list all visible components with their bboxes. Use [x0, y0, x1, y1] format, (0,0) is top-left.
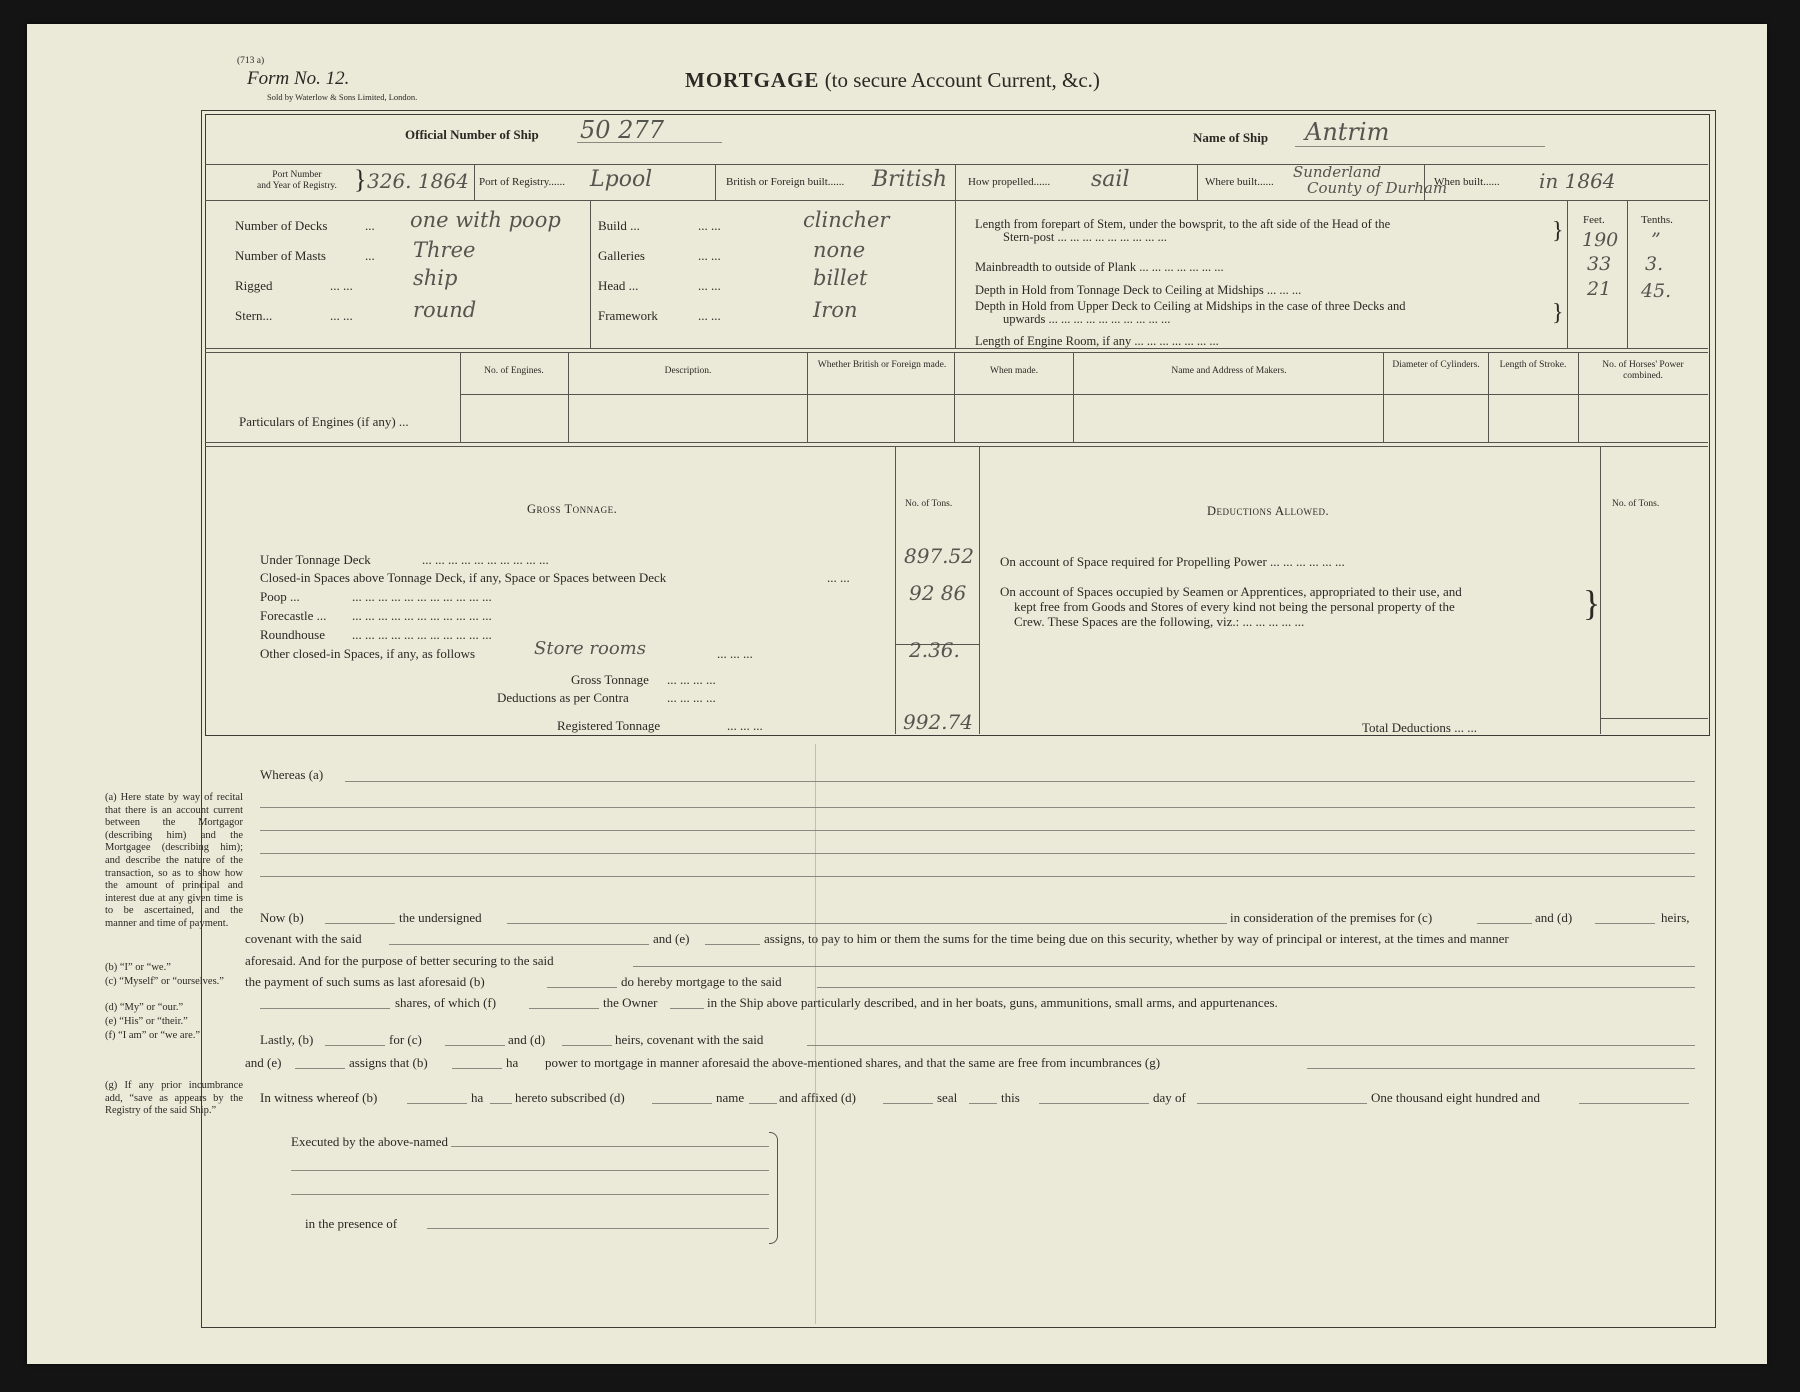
- port-of-registry-value: Lpool: [590, 167, 653, 192]
- title-bold: MORTGAGE: [685, 68, 820, 92]
- margin-note-c: (c) “Myself” or “ourselves.”: [105, 976, 224, 987]
- deduction-seamen: On account of Spaces occupied by Seamen or Apprentices, appropriated to their use, and kept free from Goods and Stores of every kind not being the personal property of the Crew. These Spaces are the following, viz.: ... ... ... ... ...: [1000, 584, 1462, 629]
- engines-row-label: Particulars of Engines (if any) ...: [239, 414, 409, 429]
- margin-note-b: (b) “I” or “we.”: [105, 962, 171, 973]
- engines-col-makers: Name and Address of Makers.: [1171, 366, 1287, 376]
- length-feet: 190: [1582, 229, 1619, 251]
- stern-value: round: [413, 298, 477, 322]
- registered-tonnage-label: Registered Tonnage: [557, 718, 661, 733]
- margin-note-a: (a) Here state by way of recital that there is an account current between the Mortgagor (describing him) and the Mortgagee (describing him); and describe the nature of the transaction, so as to show how the amount of principal and interest due at any given time is to be ascertained, and the manner and time of payment.: [105, 792, 243, 929]
- length-tenths: ”: [1651, 229, 1661, 251]
- framework-label: Framework: [598, 308, 658, 323]
- feet-header: Feet.: [1583, 214, 1605, 226]
- witness-line: In witness whereof (b): [260, 1090, 378, 1105]
- tonnage-other-value: 2.36.: [909, 638, 960, 662]
- shares-line: shares, of which (f): [395, 995, 497, 1010]
- deductions-title: Deductions Allowed.: [1207, 504, 1330, 518]
- head-label: Head ...: [598, 278, 639, 293]
- engines-col-british-foreign: Whether British or Foreign made.: [817, 360, 947, 370]
- masts-value: Three: [413, 238, 476, 262]
- executed-label: Executed by the above-named: [291, 1134, 449, 1149]
- tenths-header: Tenths.: [1641, 214, 1673, 226]
- galleries-label: Galleries: [598, 248, 645, 263]
- breadth-tenths: 3.: [1645, 253, 1664, 275]
- port-of-registry-label: Port of Registry......: [479, 176, 566, 188]
- tonnage-closed-in-label: Closed-in Spaces above Tonnage Deck, if any, Space or Spaces between Deck: [260, 570, 667, 585]
- deductions-contra-label: Deductions as per Contra: [497, 690, 629, 705]
- framework-value: Iron: [813, 298, 858, 322]
- dimension-row-depth-upper: Depth in Hold from Upper Deck to Ceiling at Midships in the case of three Decks and upwards ... ... ... ... ... ... ... ... ... ...: [975, 299, 1406, 326]
- lastly-line: Lastly, (b): [260, 1032, 314, 1047]
- payment-line: the payment of such sums as last aforesaid (b): [245, 974, 485, 989]
- form-number: Form No. 12.: [247, 68, 350, 89]
- port-number-label: Port Number and Year of Registry.: [257, 170, 337, 191]
- rigged-label: Rigged: [235, 278, 273, 293]
- gross-tonnage-label: Gross Tonnage: [571, 672, 649, 687]
- official-number-label: Official Number of Ship: [405, 127, 539, 142]
- how-propelled-value: sail: [1091, 167, 1130, 192]
- build-value: clincher: [803, 208, 890, 232]
- decks-label: Number of Decks: [235, 218, 328, 233]
- engines-col-number: No. of Engines.: [484, 366, 544, 376]
- title-subtitle: (to secure Account Current, &c.): [824, 68, 1100, 92]
- where-built-county: County of Durham: [1307, 179, 1448, 197]
- breadth-feet: 33: [1587, 253, 1612, 275]
- british-foreign-value: British: [872, 167, 948, 192]
- deductions-tons-header: No. of Tons.: [1612, 499, 1660, 509]
- tonnage-under-deck-value: 897.52: [904, 544, 974, 568]
- aforesaid-line: aforesaid. And for the purpose of better securing to the said: [245, 953, 554, 968]
- stern-label: Stern...: [235, 308, 273, 323]
- rigged-value: ship: [413, 266, 458, 290]
- executed-bracket: [769, 1132, 778, 1244]
- engines-col-horsepower: No. of Horses' Power combined.: [1602, 360, 1684, 381]
- tonnage-poop-value: 92 86: [909, 581, 967, 605]
- british-foreign-label: British or Foreign built......: [726, 176, 845, 188]
- engines-col-diameter: Diameter of Cylinders.: [1392, 360, 1480, 370]
- decks-value: one with poop: [410, 208, 561, 232]
- dimension-row-breadth: Mainbreadth to outside of Plank ... ... ... ... ... ... ...: [975, 260, 1224, 274]
- form-code: (713 a): [237, 56, 265, 66]
- how-propelled-label: How propelled......: [968, 176, 1051, 188]
- engines-col-when-made: When made.: [989, 366, 1038, 376]
- margin-note-d: (d) “My” or “our.”: [105, 1002, 184, 1013]
- tonnage-under-deck-label: Under Tonnage Deck: [260, 552, 371, 567]
- dimension-row-depth: Depth in Hold from Tonnage Deck to Ceiling at Midships ... ... ...: [975, 283, 1302, 297]
- document-page: (713 a) Form No. 12. Sold by Waterlow & Sons Limited, London. MORTGAGE (to secure Account Current, &c.) Official Number of Ship 50 277 Name of Ship Antrim Port Number and Year of Registry. } 326. 1864 Port of Registry...... Lpool British or Foreign built...... British How propelled...... sail Where built...... Sunderland County of Durham When built...... in 1864 Number of Decks ... one with poop Number of Masts ... Three Rigged ... ... ship Stern... ... ... round Build ... ... ... clincher Galleries ... ... none Head ... ... ... billet Framework ... ... Iron Feet. Tenths. Length from forepart of Stem, under the bowsprit, to the aft side of the Head of the Stern-post ... ... ... ... ... ... ... ... ... } 190 ” Mainbreadth to outside of Plank ... ... ... ... ... ... ... 33 3. Depth in Hold from Tonnage Deck to Ceiling at Midships ... ... ... 21 45. Depth in Hold from Upper Deck to Ceiling at Midships in the case of three Decks and upwards ... ... ... ... ... ... ... ... ... ... } Length of Engine Room, if any ... ... ... ... ... ... ... Particulars of Engines (if any) ... No. of Engines. Description. Whether British or Foreign made. When made. Name and Address of Makers. Diameter of Cylinders. Length of Stroke. No. of Horses' Power combined. Gross Tonnage. No. of Tons. Under Tonnage Deck ... ... ... ... ... ... ... ... ... ... 897.52 Closed-in Spaces above Tonnage Deck, if any, Space or Spaces between Deck ... ... Poop ... ... ... ... ... ... ... ... ... ... ... ... 92 86 Forecastle ... ... ... ... ... ... ... ... ... ... ... ... Roundhouse ... ... ... ... ... ... ... ... ... ... ... Other closed-in Spaces, if any, as follows Store rooms ... ... ... 2.36. Gross Tonnage ... ... ... ... Deductions as per Contra ... ... ... ... Registered Tonnage ... ... ... 992.74 Deductions Allowed. No. of Tons. On account of Space required for Propelling Power ... ... ... ... ... ... On account of Spaces occupied by Seamen or Apprentices, appropriated to their use, and kept free from Goods and Stores of every kind not being the personal property of the Crew. These Spaces are the following, viz.: ... ... ... ... ... } Total Deductions ... ... Whereas (a) Now (b) the undersigned in consideration of the premises for (c) and (d) heirs, covenant with the said and (e) assigns, to pay to him or them the sums for the time being due on this security, whether by way of principal or interest, at the times and manner aforesaid. And for the purpose of better securing to the said the payment of such sums as last aforesaid (b) do hereby mortgage to the said shares, of which (f) the Owner in the Ship above particularly described, and in her boats, guns, ammunitions, small arms, and appurtenances. Lastly, (b) for (c) and (d) heirs, covenant with the said and (e) assigns that (b) ha power to mortgage in manner aforesaid the above-mentioned shares, and that the same are free from incumbrances (g) In witness whereof (b) ha hereto subscribed (d) name and affixed (d) seal this day of One thousand eight hundred and Executed by the above-named in the presence of (a) Here state by way of recital that there is an account current between the Mortgagor (describing him) and the Mortgagee (describing him); and describe the nature of the transaction, so as to show how the amount of principal and interest due at any given time is to be ascertained, and the manner and time of payment. (b) “I” or “we.” (c) “Myself” or “ourselves.” (d) “My” or “our.” (e) “His” or “their.” (f) “I am” or “we are.” (g) If any prior incumbrance add, “save as appears by the Registry of the said Ship.”: [27, 24, 1767, 1364]
- margin-note-g: (g) If any prior incumbrance add, “save as appears by the Registry of the said Ship.”: [105, 1080, 243, 1117]
- masts-label: Number of Masts: [235, 248, 326, 263]
- port-number-value: 326. 1864: [367, 169, 469, 193]
- total-deductions-label: Total Deductions ... ...: [1362, 720, 1477, 735]
- official-number-value: 50 277: [580, 116, 664, 144]
- where-built-value: Sunderland: [1293, 163, 1382, 181]
- deduction-propelling: On account of Space required for Propelling Power ... ... ... ... ... ...: [1000, 554, 1345, 569]
- engines-col-description: Description.: [664, 366, 712, 376]
- galleries-value: none: [813, 238, 866, 262]
- when-built-value: in 1864: [1539, 169, 1616, 193]
- covenant-label: covenant with the said: [245, 931, 362, 946]
- when-built-label: When built......: [1434, 176, 1500, 188]
- where-built-label: Where built......: [1205, 176, 1274, 188]
- gross-tonnage-title: Gross Tonnage.: [527, 502, 618, 516]
- fold-crease: [815, 744, 816, 1324]
- now-label: Now (b): [260, 910, 304, 925]
- tons-header: No. of Tons.: [905, 499, 953, 509]
- registered-tonnage-value: 992.74: [903, 710, 973, 734]
- build-label: Build ...: [598, 218, 640, 233]
- head-value: billet: [813, 266, 868, 290]
- margin-note-f: (f) “I am” or “we are.”: [105, 1030, 201, 1041]
- depth-feet: 21: [1587, 278, 1612, 300]
- tonnage-other-label: Other closed-in Spaces, if any, as follows: [260, 646, 476, 661]
- tonnage-forecastle-label: Forecastle ...: [260, 608, 327, 623]
- whereas-label: Whereas (a): [260, 767, 324, 782]
- presence-label: in the presence of: [305, 1216, 398, 1231]
- assigns-line: and (e): [245, 1055, 282, 1070]
- sold-by-note: Sold by Waterlow & Sons Limited, London.: [267, 92, 418, 102]
- engines-col-stroke: Length of Stroke.: [1499, 360, 1567, 370]
- depth-tenths: 45.: [1641, 280, 1672, 302]
- tonnage-roundhouse-label: Roundhouse: [260, 627, 325, 642]
- ship-name-label: Name of Ship: [1193, 130, 1269, 145]
- margin-note-e: (e) “His” or “their.”: [105, 1016, 188, 1027]
- tonnage-other-note: Store rooms: [534, 638, 646, 659]
- tonnage-poop-label: Poop ...: [260, 589, 300, 604]
- dimension-row-engine-room: Length of Engine Room, if any ... ... ... ... ... ... ...: [975, 334, 1219, 348]
- document-title: [685, 68, 1100, 93]
- ship-name-value: Antrim: [1305, 118, 1390, 146]
- dimension-row-length: Length from forepart of Stem, under the bowsprit, to the aft side of the Head of the Stern-post ... ... ... ... ... ... ... ... ...: [975, 217, 1391, 244]
